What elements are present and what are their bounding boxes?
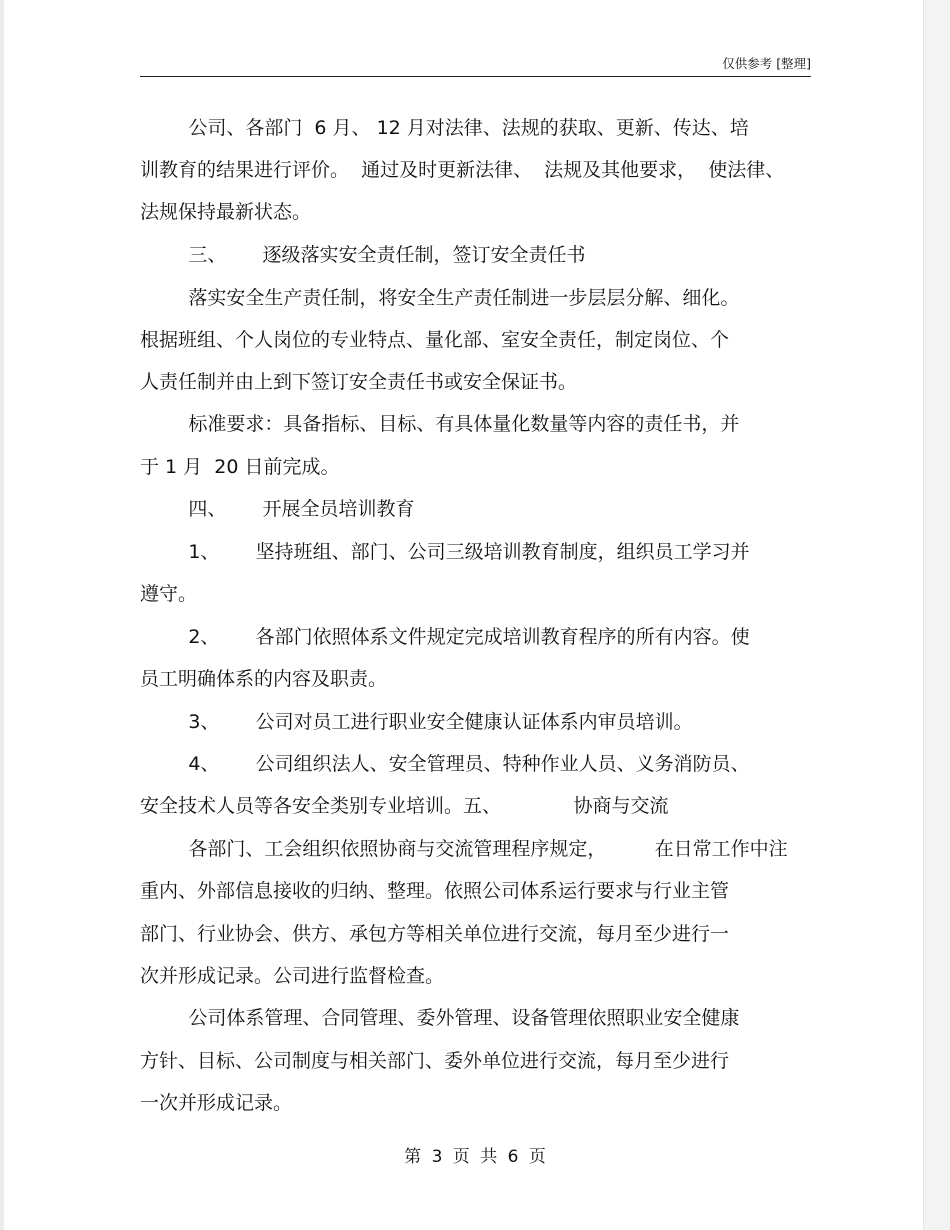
list-item: 3、 公司对员工进行职业安全健康认证体系内审员培训。 bbox=[140, 711, 693, 733]
text-line: 次并形成记录。公司进行监督检查。 bbox=[140, 965, 445, 987]
header-rule bbox=[140, 76, 811, 77]
text-line: 标准要求：具备指标、目标、有具体量化数量等内容的责任书，并 bbox=[140, 413, 740, 435]
text-line: 方针、目标、公司制度与相关部门、委外单位进行交流，每月至少进行 bbox=[140, 1050, 730, 1072]
text-line: 落实安全生产责任制，将安全生产责任制进一步层层分解、细化。 bbox=[140, 287, 740, 309]
text-line: 重内、外部信息接收的归纳、整理。依照公司体系运行要求与行业主管 bbox=[140, 880, 730, 902]
text-line: 部门、行业协会、供方、承包方等相关单位进行交流，每月至少进行一 bbox=[140, 923, 730, 945]
text-line: 一次并形成记录。 bbox=[140, 1092, 293, 1114]
page-right-edge bbox=[923, 0, 950, 1230]
text-line: 员工明确体系的内容及职责。 bbox=[140, 668, 388, 690]
section-heading: 三、 逐级落实安全责任制，签订安全责任书 bbox=[140, 244, 586, 266]
text-line: 各部门、工会组织依照协商与交流管理程序规定， 在日常工作中注 bbox=[140, 838, 788, 860]
text-line: 法规保持最新状态。 bbox=[140, 201, 312, 223]
page-footer: 第 3 页 共 6 页 bbox=[404, 1147, 546, 1167]
text-line: 公司、各部门 6 月、 12 月对法律、法规的获取、更新、传达、培 bbox=[140, 117, 749, 139]
list-item: 4、 公司组织法人、安全管理员、特种作业人员、义务消防员、 bbox=[140, 753, 750, 775]
text-line: 人责任制并由上到下签订安全责任书或安全保证书。 bbox=[140, 371, 578, 393]
text-line: 于 1 月 20 日前完成。 bbox=[140, 456, 340, 478]
text-line: 根据班组、个人岗位的专业特点、量化部、室安全责任，制定岗位、个 bbox=[140, 329, 730, 351]
list-item: 2、 各部门依照体系文件规定完成培训教育程序的所有内容。使 bbox=[140, 626, 750, 648]
page-header: 仅供参考 [整理] bbox=[722, 56, 811, 71]
text-line: 安全技术人员等各安全类别专业培训。五、 协商与交流 bbox=[140, 795, 669, 817]
section-heading: 四、 开展全员培训教育 bbox=[140, 498, 415, 520]
text-line: 遵守。 bbox=[140, 583, 198, 605]
text-line: 公司体系管理、合同管理、委外管理、设备管理依照职业安全健康 bbox=[140, 1007, 740, 1029]
list-item: 1、 坚持班组、部门、公司三级培训教育制度，组织员工学习并 bbox=[140, 541, 750, 563]
page-left-edge bbox=[0, 0, 4, 1230]
text-line: 训教育的结果进行评价。 通过及时更新法律、 法规及其他要求， 使法律、 bbox=[140, 159, 785, 181]
